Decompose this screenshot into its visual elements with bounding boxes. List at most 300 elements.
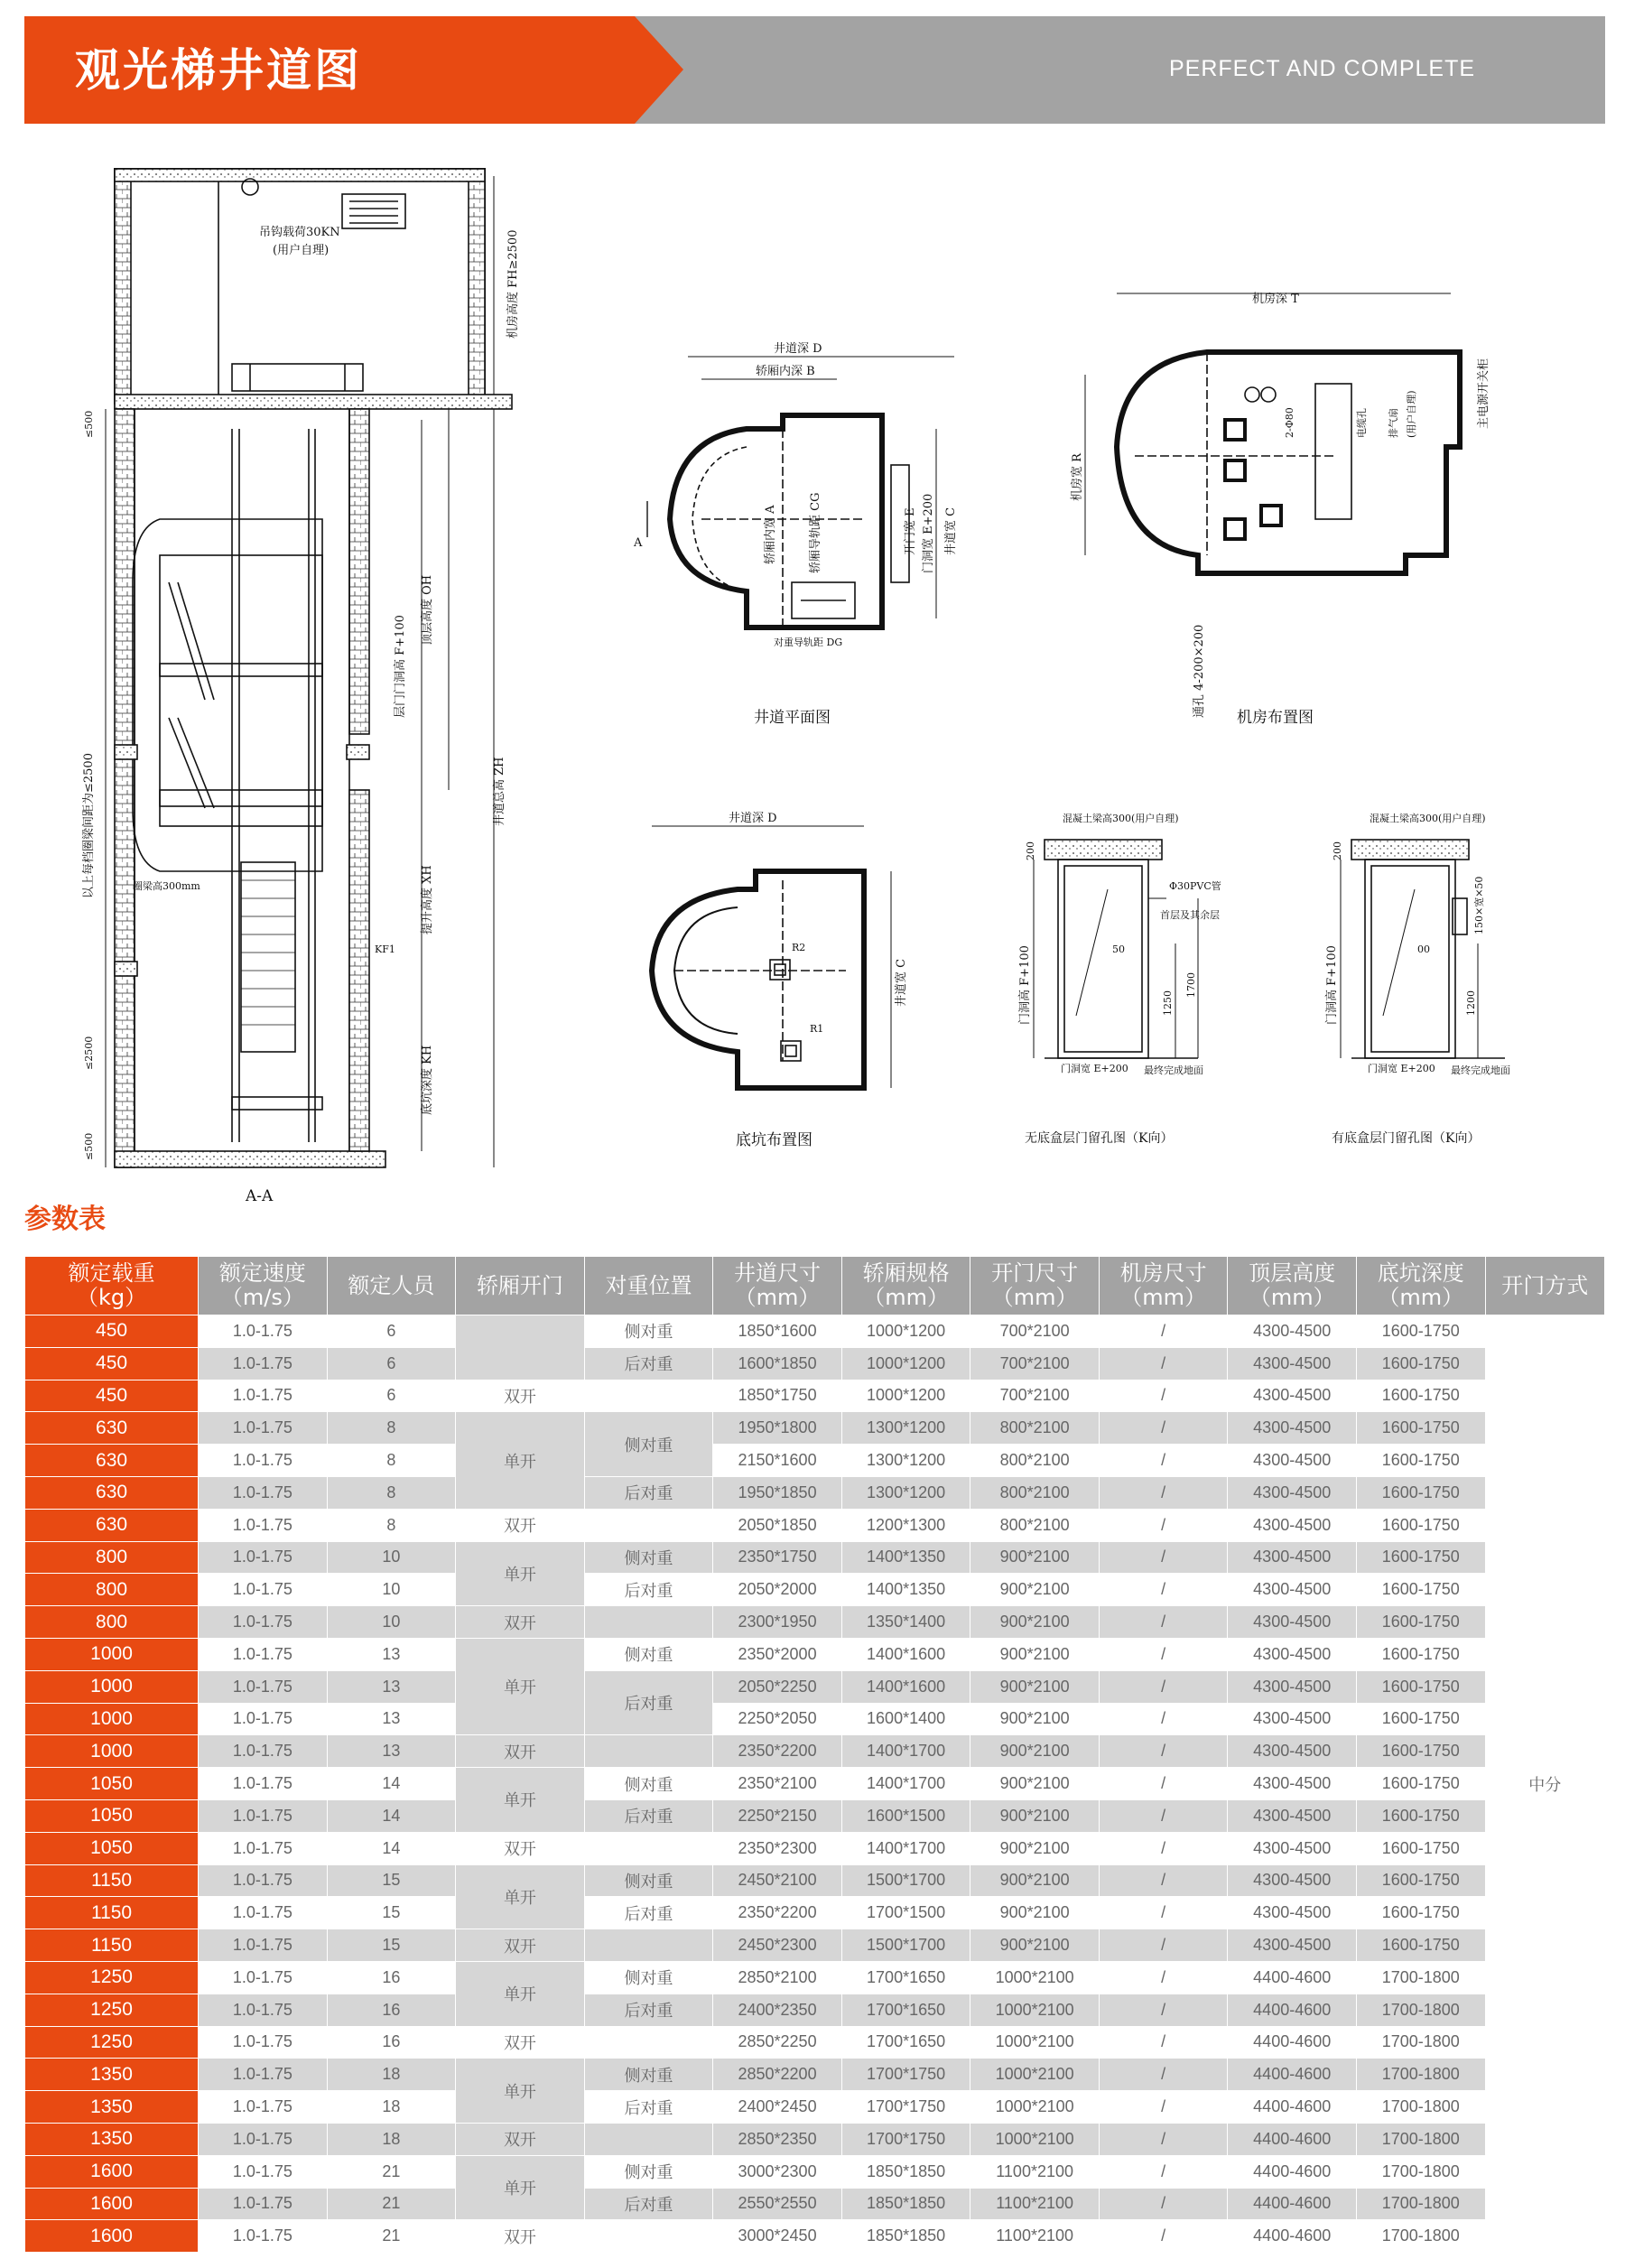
table-cell: 1100*2100 (970, 2220, 1100, 2253)
table-cell: 1350*1400 (841, 1606, 970, 1639)
table-cell: 800*2100 (970, 1476, 1100, 1509)
table-cell: 1600-1750 (1357, 1799, 1486, 1832)
parameter-table (24, 1256, 1605, 2253)
table-cell: 单开 (456, 2059, 585, 2124)
table-cell: 1.0-1.75 (199, 1638, 328, 1670)
table-cell: 4300-4500 (1228, 1768, 1357, 1800)
wb-width-label: 门洞宽 E+200 (1368, 1063, 1435, 1074)
table-cell: / (1099, 1735, 1228, 1768)
table-cell: 1600 (25, 2188, 199, 2220)
table-cell: / (1099, 2155, 1228, 2188)
table-cell: 侧对重 (584, 1315, 713, 1348)
table-cell: 1.0-1.75 (199, 1315, 328, 1348)
column-header: 开门尺寸 （mm） (970, 1257, 1100, 1315)
table-row (25, 1574, 1605, 1606)
table-cell: 1700-1800 (1357, 2091, 1486, 2124)
travel-label: 提升高度 XH (421, 865, 434, 934)
table-cell: 630 (25, 1445, 199, 1477)
table-cell: 1.0-1.75 (199, 1445, 328, 1477)
table-cell: / (1099, 2220, 1228, 2253)
table-cell: 18 (327, 2091, 456, 2124)
table-cell: 4400-4600 (1228, 2220, 1357, 2253)
column-header: 开门方式 (1485, 1257, 1604, 1315)
table-cell: / (1099, 1574, 1228, 1606)
plan-drawing (647, 357, 954, 627)
table-cell: 后对重 (584, 1799, 713, 1832)
table-cell: 2250*2150 (713, 1799, 842, 1832)
table-cell: 2050*2000 (713, 1574, 842, 1606)
table-cell: 后对重 (584, 1574, 713, 1606)
table-cell: 1.0-1.75 (199, 1897, 328, 1929)
table-cell: 1300*1200 (841, 1445, 970, 1477)
table-cell: 1.0-1.75 (199, 1347, 328, 1380)
table-cell: 4300-4500 (1228, 1412, 1357, 1445)
table-cell: 1350 (25, 2123, 199, 2155)
table-cell: / (1099, 1994, 1228, 2026)
table-cell: / (1099, 2059, 1228, 2091)
table-cell: / (1099, 1897, 1228, 1929)
table-cell: 450 (25, 1380, 199, 1412)
table-cell: 900*2100 (970, 1574, 1100, 1606)
table-cell: 1.0-1.75 (199, 1929, 328, 1962)
table-cell: 后对重 (584, 1897, 713, 1929)
nb-dim-200: 200 (1025, 841, 1036, 860)
table-cell: 800 (25, 1606, 199, 1639)
table-cell: 1.0-1.75 (199, 1994, 328, 2026)
table-cell: 1150 (25, 1929, 199, 1962)
table-cell: / (1099, 1832, 1228, 1864)
plan-car-depth-label: 轿厢内深 B (756, 365, 815, 378)
table-cell (584, 2220, 713, 2253)
table-cell: 630 (25, 1476, 199, 1509)
table-cell: 1700-1800 (1357, 2188, 1486, 2220)
section-drawing (106, 169, 512, 1167)
pit-r1-label: R1 (810, 1023, 824, 1035)
table-cell: 800 (25, 1574, 199, 1606)
table-cell: 1300*1200 (841, 1476, 970, 1509)
table-cell: 侧对重 (584, 1541, 713, 1574)
table-cell: / (1099, 1476, 1228, 1509)
table-cell: 1600 (25, 2220, 199, 2253)
mr-depth-label: 机房深 T (1252, 293, 1299, 306)
table-cell: 900*2100 (970, 1703, 1100, 1735)
table-cell: 2450*2300 (713, 1929, 842, 1962)
table-cell: 1500*1700 (841, 1929, 970, 1962)
table-cell: 1600-1750 (1357, 1347, 1486, 1380)
plan-door-width-label: 开门宽 E (904, 507, 917, 555)
table-cell: 8 (327, 1509, 456, 1541)
plan-car-width-label: 轿厢内宽 A (764, 505, 777, 564)
table-cell: 1600-1750 (1357, 1670, 1486, 1703)
table-cell: 1000*1200 (841, 1315, 970, 1348)
wb-height-label: 门洞高 F+100 (1325, 945, 1339, 1025)
table-cell: 21 (327, 2188, 456, 2220)
table-cell: 单开 (456, 1541, 585, 1606)
table-row (25, 1476, 1605, 1509)
table-cell: 1600-1750 (1357, 1380, 1486, 1412)
table-cell (584, 1929, 713, 1962)
table-cell: 1000*2100 (970, 1961, 1100, 1994)
table-cell: 单开 (456, 1412, 585, 1509)
table-cell: 900*2100 (970, 1606, 1100, 1639)
table-cell: 1600-1750 (1357, 1315, 1486, 1348)
wb-dim-1200: 1200 (1465, 990, 1477, 1016)
table-cell: 侧对重 (584, 1638, 713, 1670)
table-cell: 450 (25, 1315, 199, 1348)
table-cell: 单开 (456, 1638, 585, 1734)
column-header: 底坑深度 （mm） (1357, 1257, 1486, 1315)
dim-500-top: ≤500 (83, 410, 95, 438)
table-cell: 1850*1750 (713, 1380, 842, 1412)
mr-exhaust-note-label: (用户自理) (1406, 390, 1417, 438)
table-cell: 1.0-1.75 (199, 1509, 328, 1541)
table-cell: 630 (25, 1509, 199, 1541)
table-cell: 1600-1750 (1357, 1541, 1486, 1574)
table-cell: 1000*2100 (970, 2059, 1100, 2091)
table-cell: 后对重 (584, 2091, 713, 2124)
table-cell: 4400-4600 (1228, 2188, 1357, 2220)
plan-section-mark: A (634, 536, 643, 550)
table-cell: 700*2100 (970, 1315, 1100, 1348)
table-cell: 450 (25, 1347, 199, 1380)
table-cell: 1100*2100 (970, 2188, 1100, 2220)
table-cell: 1400*1700 (841, 1768, 970, 1800)
section-caption: A-A (246, 1187, 274, 1205)
plan-rail-cwt-label: 对重导轨距 DG (774, 637, 843, 648)
table-cell: 1600-1750 (1357, 1638, 1486, 1670)
nb-pipe-label: Φ30PVC管 (1169, 880, 1221, 892)
table-cell: 1000*1200 (841, 1380, 970, 1412)
table-cell: 单开 (456, 1768, 585, 1833)
table-cell: 6 (327, 1380, 456, 1412)
table-row (25, 1864, 1605, 1897)
table-cell: / (1099, 1768, 1228, 1800)
table-row (25, 2188, 1605, 2220)
pit-caption: 底坑布置图 (736, 1131, 812, 1149)
table-row (25, 2123, 1605, 2155)
table-cell: 1.0-1.75 (199, 1541, 328, 1574)
table-cell: 1600-1750 (1357, 1476, 1486, 1509)
table-cell: / (1099, 1541, 1228, 1574)
table-cell: 1600-1750 (1357, 1606, 1486, 1639)
table-cell: 中分 (1485, 1315, 1604, 2253)
nb-height-label: 门洞高 F+100 (1018, 945, 1032, 1025)
table-cell: 1050 (25, 1768, 199, 1800)
table-cell: 1.0-1.75 (199, 1380, 328, 1412)
mr-main-switch-label: 主电源开关柜 (1477, 358, 1490, 429)
nb-dim-50: 50 (1112, 943, 1125, 955)
table-cell: 后对重 (584, 1994, 713, 2026)
table-cell: / (1099, 1347, 1228, 1380)
table-cell: 15 (327, 1897, 456, 1929)
table-cell: 6 (327, 1315, 456, 1348)
table-cell: 侧对重 (584, 1864, 713, 1897)
table-cell: 后对重 (584, 1670, 713, 1735)
table-cell: 1850*1850 (841, 2155, 970, 2188)
column-header: 额定人员 (327, 1257, 456, 1315)
table-cell: 1600*1850 (713, 1347, 842, 1380)
table-cell: 1.0-1.75 (199, 1670, 328, 1703)
table-cell: 1600-1750 (1357, 1509, 1486, 1541)
table-cell: 4300-4500 (1228, 1476, 1357, 1509)
table-cell: 4300-4500 (1228, 1380, 1357, 1412)
table-cell: 16 (327, 1994, 456, 2026)
table-cell: 1.0-1.75 (199, 1735, 328, 1768)
table-cell (584, 1509, 713, 1541)
table-cell: 1400*1700 (841, 1735, 970, 1768)
column-header: 对重位置 (584, 1257, 713, 1315)
table-cell: 1950*1800 (713, 1412, 842, 1445)
pit-depth-label: 井道深 D (729, 812, 777, 825)
table-cell: / (1099, 1445, 1228, 1477)
nb-width-label: 门洞宽 E+200 (1061, 1063, 1128, 1074)
table-cell (584, 1735, 713, 1768)
table-cell: 1.0-1.75 (199, 2188, 328, 2220)
table-cell: 1000*1200 (841, 1347, 970, 1380)
table-cell: 1600-1750 (1357, 1412, 1486, 1445)
table-cell: / (1099, 2091, 1228, 2124)
machine-room-drawing (1085, 293, 1460, 573)
table-cell: 4400-4600 (1228, 2123, 1357, 2155)
table-cell: 侧对重 (584, 2059, 713, 2091)
mr-width-label: 机房宽 R (1071, 453, 1084, 501)
table-row (25, 1380, 1605, 1412)
table-cell: / (1099, 1509, 1228, 1541)
table-cell: 1000 (25, 1735, 199, 1768)
table-cell: 4400-4600 (1228, 1961, 1357, 1994)
machine-room-height-label: 机房高度 FH≥2500 (506, 229, 520, 339)
table-cell: 2350*2100 (713, 1768, 842, 1800)
table-row (25, 1606, 1605, 1639)
mr-vent-label: 通孔 4-200×200 (1193, 624, 1206, 718)
table-cell: 4300-4500 (1228, 1832, 1357, 1864)
table-cell: 双开 (456, 1832, 585, 1864)
table-cell: 1600 (25, 2155, 199, 2188)
table-cell: 4300-4500 (1228, 1347, 1357, 1380)
table-cell: 1300*1200 (841, 1412, 970, 1445)
table-row (25, 2091, 1605, 2124)
mr-cable-hole-label: 电缆孔 (1356, 408, 1368, 438)
table-cell: 800*2100 (970, 1509, 1100, 1541)
table-cell: 1700*1650 (841, 1961, 970, 1994)
table-cell: 2050*2250 (713, 1670, 842, 1703)
header-banner (24, 16, 1605, 124)
table-cell: / (1099, 1799, 1228, 1832)
table-cell: 13 (327, 1670, 456, 1703)
table-cell: 单开 (456, 1864, 585, 1929)
page-title: 观光梯井道图 (75, 44, 362, 97)
table-cell: 900*2100 (970, 1897, 1100, 1929)
table-cell: 1400*1350 (841, 1574, 970, 1606)
table-cell: 4300-4500 (1228, 1929, 1357, 1962)
table-cell: 18 (327, 2123, 456, 2155)
pit-depth-label: 底坑深度 KH (421, 1045, 434, 1115)
table-cell: 1000 (25, 1703, 199, 1735)
table-cell: 13 (327, 1735, 456, 1768)
table-row (25, 1897, 1605, 1929)
table-row (25, 1445, 1605, 1477)
table-row (25, 2026, 1605, 2059)
table-cell: 4300-4500 (1228, 1703, 1357, 1735)
table-cell: / (1099, 1380, 1228, 1412)
total-height-label: 井道总高 ZH (493, 757, 506, 826)
table-cell: 630 (25, 1412, 199, 1445)
table-cell: 700*2100 (970, 1347, 1100, 1380)
table-cell: 2300*1950 (713, 1606, 842, 1639)
table-cell: 1250 (25, 1961, 199, 1994)
table-cell: 900*2100 (970, 1638, 1100, 1670)
table-cell: 1.0-1.75 (199, 1961, 328, 1994)
table-cell: 16 (327, 2026, 456, 2059)
table-cell: 1000*2100 (970, 2123, 1100, 2155)
table-cell: 15 (327, 1929, 456, 1962)
table-row (25, 1347, 1605, 1380)
table-cell: 1600-1750 (1357, 1445, 1486, 1477)
table-cell: 1600-1750 (1357, 1864, 1486, 1897)
table-row (25, 1768, 1605, 1800)
table-cell: 1600*1500 (841, 1799, 970, 1832)
table-row (25, 1541, 1605, 1574)
hook-note-label: (用户自理) (273, 244, 330, 257)
table-cell: 2150*1600 (713, 1445, 842, 1477)
nb-finish-label: 最终完成地面 (1144, 1064, 1203, 1076)
table-cell: / (1099, 2188, 1228, 2220)
column-header: 机房尺寸 （mm） (1099, 1257, 1228, 1315)
table-cell: 双开 (456, 1380, 585, 1412)
table-cell: 1250 (25, 1994, 199, 2026)
table-cell: / (1099, 1412, 1228, 1445)
table-cell: 1000*2100 (970, 2091, 1100, 2124)
table-cell: / (1099, 1670, 1228, 1703)
table-row (25, 1509, 1605, 1541)
table-cell: / (1099, 1703, 1228, 1735)
wb-finish-label: 最终完成地面 (1451, 1064, 1510, 1076)
table-cell: 4300-4500 (1228, 1638, 1357, 1670)
table-cell: 1700-1800 (1357, 1994, 1486, 2026)
dim-500-bottom: ≤500 (83, 1132, 95, 1160)
table-cell: 4300-4500 (1228, 1897, 1357, 1929)
table-cell: 1600*1400 (841, 1703, 970, 1735)
table-cell: 1.0-1.75 (199, 1768, 328, 1800)
table-cell: / (1099, 1638, 1228, 1670)
table-cell: 1700*1750 (841, 2091, 970, 2124)
kf-label: KF1 (375, 943, 395, 955)
table-cell: 1400*1600 (841, 1670, 970, 1703)
table-cell: 1.0-1.75 (199, 2220, 328, 2253)
table-row (25, 1315, 1605, 1348)
table-cell: 双开 (456, 1606, 585, 1639)
table-cell: 1.0-1.75 (199, 2155, 328, 2188)
column-header: 轿厢规格 （mm） (841, 1257, 970, 1315)
table-cell: 1850*1850 (841, 2220, 970, 2253)
table-cell: 4300-4500 (1228, 1315, 1357, 1348)
table-cell: 1600-1750 (1357, 1832, 1486, 1864)
table-cell: 900*2100 (970, 1735, 1100, 1768)
table-cell: 1600-1750 (1357, 1735, 1486, 1768)
table-cell: 2550*2550 (713, 2188, 842, 2220)
table-cell: / (1099, 1961, 1228, 1994)
table-body (25, 1315, 1605, 2253)
table-cell: 4300-4500 (1228, 1606, 1357, 1639)
table-cell: 侧对重 (584, 1768, 713, 1800)
table-cell: 16 (327, 1961, 456, 1994)
table-cell: 1700*1750 (841, 2123, 970, 2155)
table-cell: 1.0-1.75 (199, 2091, 328, 2124)
table-cell: 2450*2100 (713, 1864, 842, 1897)
table-row (25, 1670, 1605, 1703)
table-cell: 4300-4500 (1228, 1445, 1357, 1477)
table-cell: 1400*1350 (841, 1541, 970, 1574)
table-cell: 1100*2100 (970, 2155, 1100, 2188)
table-cell: 2350*2000 (713, 1638, 842, 1670)
table-row (25, 1994, 1605, 2026)
table-cell: 1.0-1.75 (199, 2026, 328, 2059)
table-cell (584, 2026, 713, 2059)
table-cell: / (1099, 1315, 1228, 1348)
table-cell: 1700-1800 (1357, 1961, 1486, 1994)
wb-box-label: 150×宽×50 (1473, 876, 1485, 934)
plan-caption: 井道平面图 (754, 709, 831, 727)
table-cell: 2850*2200 (713, 2059, 842, 2091)
table-cell: 4400-4600 (1228, 2026, 1357, 2059)
table-cell: 2850*2250 (713, 2026, 842, 2059)
table-cell: 1500*1700 (841, 1864, 970, 1897)
table-row (25, 1799, 1605, 1832)
table-cell: 1.0-1.75 (199, 1703, 328, 1735)
table-cell: 18 (327, 2059, 456, 2091)
table-cell: 1700-1800 (1357, 2059, 1486, 2091)
table-cell: 1400*1700 (841, 1832, 970, 1864)
table-cell: 1.0-1.75 (199, 1864, 328, 1897)
table-cell (584, 1832, 713, 1864)
table-cell: 2850*2100 (713, 1961, 842, 1994)
table-cell: 1000 (25, 1670, 199, 1703)
table-cell: 4300-4500 (1228, 1799, 1357, 1832)
table-heading: 参数表 (24, 1204, 106, 1235)
table-row (25, 1929, 1605, 1962)
table-cell: / (1099, 1606, 1228, 1639)
table-cell: 1200*1300 (841, 1509, 970, 1541)
drawings-area (24, 158, 1605, 1205)
table-cell: 800*2100 (970, 1445, 1100, 1477)
plan-rail-car-label: 轿厢导轨距 CG (809, 492, 822, 573)
wb-dim-00: 00 (1417, 943, 1430, 955)
table-cell: 1700-1800 (1357, 2155, 1486, 2188)
table-cell: 1150 (25, 1864, 199, 1897)
table-cell: 900*2100 (970, 1541, 1100, 1574)
page-tagline: PERFECT AND COMPLETE (1169, 56, 1476, 81)
table-cell: 1050 (25, 1799, 199, 1832)
table-cell: 单开 (456, 1961, 585, 2026)
table-cell: 2350*2200 (713, 1735, 842, 1768)
table-cell: 8 (327, 1476, 456, 1509)
table-cell: 14 (327, 1832, 456, 1864)
table-cell: 1150 (25, 1897, 199, 1929)
table-cell: 后对重 (584, 2188, 713, 2220)
table-row (25, 2059, 1605, 2091)
table-cell: 14 (327, 1768, 456, 1800)
table-row (25, 2220, 1605, 2253)
table-cell: 1.0-1.75 (199, 1832, 328, 1864)
table-cell: 14 (327, 1799, 456, 1832)
pit-width-label: 井道宽 C (895, 958, 908, 1007)
table-cell: 900*2100 (970, 1670, 1100, 1703)
table-cell: 21 (327, 2155, 456, 2188)
table-cell: 1700-1800 (1357, 2123, 1486, 2155)
table-cell: 900*2100 (970, 1832, 1100, 1864)
table-cell: 10 (327, 1574, 456, 1606)
table-cell: 4300-4500 (1228, 1735, 1357, 1768)
